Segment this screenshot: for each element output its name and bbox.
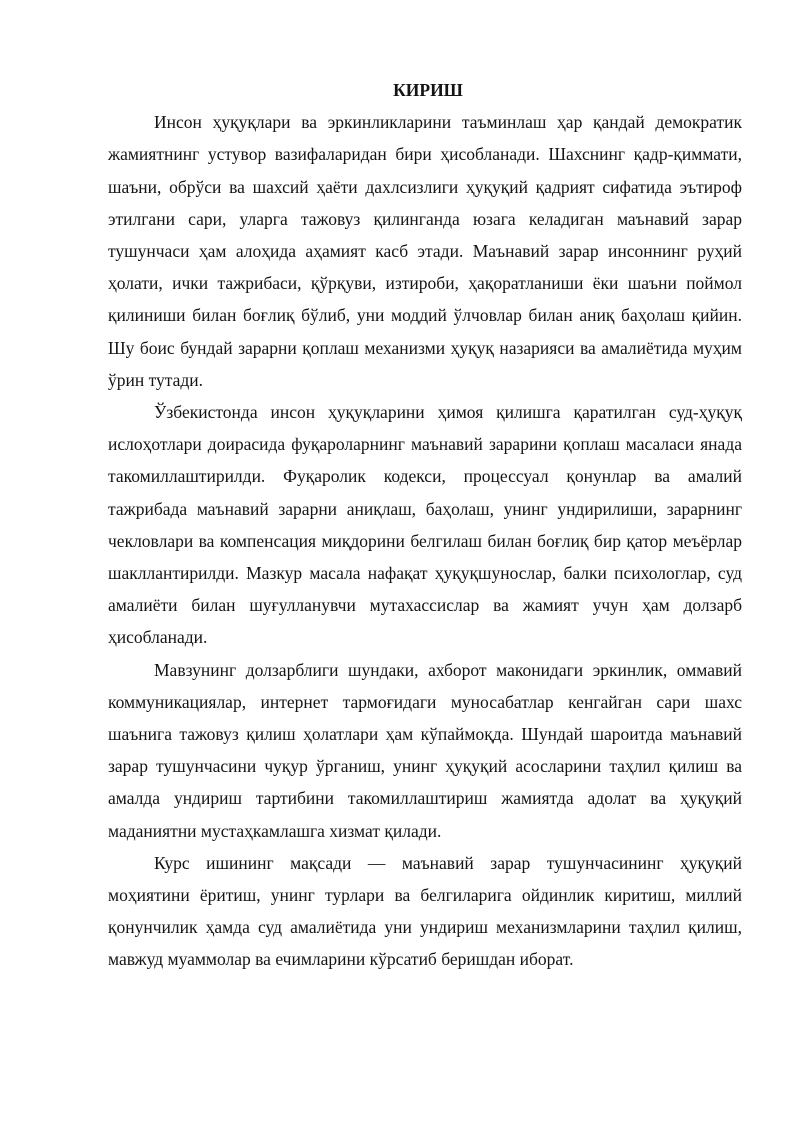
paragraph-reforms: Ўзбекистонда инсон ҳуқуқларини ҳимоя қилишга қаратилган суд-ҳуқуқ ислоҳотлари доирасида фуқароларнинг маънавий зарарини қоплаш масаласи янада такомиллаштирилди. Фуқаролик кодекси, процессуал қонунлар ва амалий тажрибада маънавий зарарни аниқлаш, баҳолаш, унинг ундирилиши, зарарнинг чекловлари ва компенсация миқдорини белгилаш билан боғлиқ бир қатор меъёрлар шакллантирилди. Мазкур масала нафақат ҳуқуқшунослар, балки психологлар, суд амалиёти билан шуғулланувчи мутахассислар ва жамият учун ҳам долзарб ҳисобланади. <box>108 402 742 648</box>
paragraph-relevance: Мавзунинг долзарблиги шундаки, ахборот маконидаги эркинлик, оммавий коммуникациялар, интернет тармоғидаги муносабатлар кенгайган сари шахс шаънига тажовуз қилиш ҳолатлари ҳам кўпаймоқда. Шундай шароитда маънавий зарар тушунчасини чуқур ўрганиш, унинг ҳуқуқий асосларини таҳлил қилиш ва амалда ундириш тартибини такомиллаштириш жамиятда адолат ва ҳуқуқий маданиятни мустаҳкамлашга хизмат қилади. <box>108 659 742 841</box>
document-page <box>108 74 742 976</box>
page-title: КИРИШ <box>393 80 463 100</box>
paragraph-intro: Инсон ҳуқуқлари ва эркинликларини таъминлаш ҳар қандай демократик жамиятнинг устувор вазифаларидан бири ҳисобланади. Шахснинг қадр-қиммати, шаъни, обрўси ва шахсий ҳаёти дахлсизлиги ҳуқуқий қадрият сифатида эътироф этилгани сари, уларга тажовуз қилинганда юзага келадиган маънавий зарар тушунчаси ҳам алоҳида аҳамият касб этади. Маънавий зарар инсоннинг руҳий ҳолати, ички тажрибаси, қўрқуви, изтироби, ҳақоратланиши ёки шаъни поймол қилиниши билан боғлиқ бўлиб, уни моддий ўлчовлар билан аниқ баҳолаш қийин. Шу боис бундай зарарни қоплаш механизми ҳуқуқ назарияси ва амалиётида муҳим ўрин тутади. <box>108 112 742 390</box>
paragraph-goal: Курс ишининг мақсади — маънавий зарар тушунчасининг ҳуқуқий моҳиятини ёритиш, унинг турлари ва белгиларига ойдинлик киритиш, миллий қонунчилик ҳамда суд амалиётида уни ундириш механизмларини таҳлил қилиш, мавжуд муаммолар ва ечимларини кўрсатиб беришдан иборат. <box>108 852 742 970</box>
